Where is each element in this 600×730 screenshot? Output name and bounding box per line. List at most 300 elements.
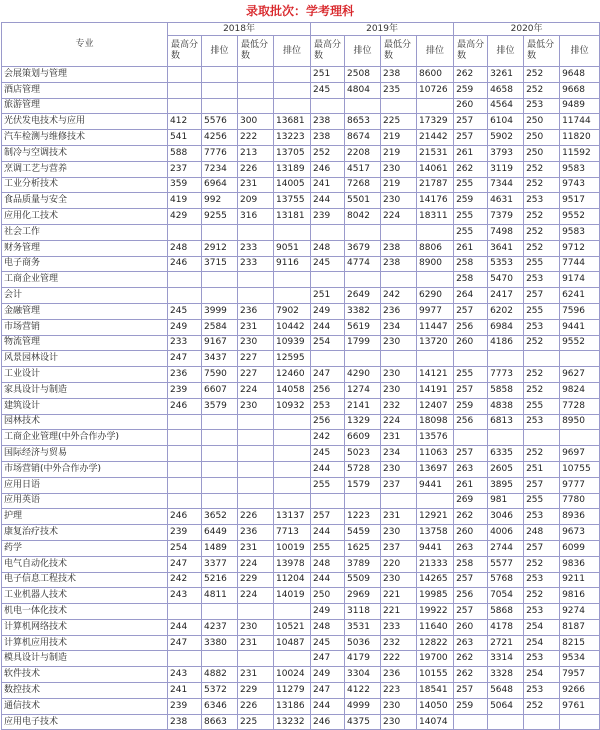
score-cell: 245 <box>311 635 345 651</box>
table-row <box>2 288 600 304</box>
score-cell: 9534 <box>560 651 600 667</box>
score-cell: 237 <box>168 161 202 177</box>
score-cell: 6104 <box>488 114 524 130</box>
score-cell: 225 <box>238 714 274 730</box>
score-cell: 6202 <box>488 303 524 319</box>
score-cell <box>274 224 311 240</box>
score-cell: 250 <box>524 114 560 130</box>
score-cell <box>238 98 274 114</box>
year-header-2019: 2019年 <box>311 23 454 36</box>
score-cell: 247 <box>311 683 345 699</box>
score-cell: 249 <box>311 667 345 683</box>
score-cell: 224 <box>238 588 274 604</box>
score-cell: 226 <box>238 161 274 177</box>
score-cell: 256 <box>311 414 345 430</box>
score-cell <box>560 714 600 730</box>
score-cell: 253 <box>524 572 560 588</box>
score-cell: 9552 <box>560 335 600 351</box>
score-cell: 256 <box>311 382 345 398</box>
score-cell: 8950 <box>560 414 600 430</box>
score-cell: 3715 <box>202 256 238 272</box>
score-cell: 9441 <box>417 540 454 556</box>
score-cell: 252 <box>524 177 560 193</box>
score-cell <box>488 430 524 446</box>
col-rank: 排位 <box>274 36 311 67</box>
score-cell: 8653 <box>345 114 381 130</box>
score-cell: 5509 <box>345 572 381 588</box>
score-cell <box>454 430 488 446</box>
score-cell: 238 <box>381 67 417 83</box>
score-cell: 419 <box>168 193 202 209</box>
score-cell <box>202 430 238 446</box>
score-cell: 230 <box>238 335 274 351</box>
score-cell: 255 <box>311 540 345 556</box>
major-name-cell: 建筑设计 <box>2 398 168 414</box>
score-cell: 247 <box>311 367 345 383</box>
score-cell: 6449 <box>202 525 238 541</box>
score-cell: 253 <box>311 398 345 414</box>
score-cell <box>202 604 238 620</box>
table-row <box>2 335 600 351</box>
score-cell: 239 <box>168 698 202 714</box>
score-cell: 255 <box>454 367 488 383</box>
score-cell: 9712 <box>560 240 600 256</box>
score-cell: 9977 <box>417 303 454 319</box>
score-cell: 8663 <box>202 714 238 730</box>
score-cell: 14191 <box>417 382 454 398</box>
score-cell: 7728 <box>560 398 600 414</box>
score-cell: 1799 <box>345 335 381 351</box>
score-cell: 7379 <box>488 209 524 225</box>
score-cell: 257 <box>454 130 488 146</box>
score-cell: 258 <box>454 556 488 572</box>
score-cell: 11063 <box>417 446 454 462</box>
score-cell: 9116 <box>274 256 311 272</box>
score-cell: 19922 <box>417 604 454 620</box>
score-cell: 264 <box>454 288 488 304</box>
score-cell: 254 <box>524 667 560 683</box>
col-max-score: 最高分数 <box>168 36 202 67</box>
score-cell: 8187 <box>560 619 600 635</box>
score-cell: 257 <box>454 303 488 319</box>
major-name-cell: 应用日语 <box>2 477 168 493</box>
table-row <box>2 351 600 367</box>
score-cell: 252 <box>524 367 560 383</box>
table-row <box>2 540 600 556</box>
score-cell: 260 <box>454 619 488 635</box>
score-cell: 254 <box>311 335 345 351</box>
score-cell: 3261 <box>488 67 524 83</box>
score-cell: 235 <box>381 82 417 98</box>
table-body <box>2 67 600 730</box>
score-cell: 252 <box>524 446 560 462</box>
score-cell: 257 <box>524 540 560 556</box>
score-cell: 13181 <box>274 209 311 225</box>
score-cell: 238 <box>311 114 345 130</box>
score-cell: 230 <box>381 461 417 477</box>
score-cell: 255 <box>524 493 560 509</box>
score-cell: 258 <box>454 272 488 288</box>
score-cell: 7344 <box>488 177 524 193</box>
score-cell <box>168 288 202 304</box>
score-cell <box>274 461 311 477</box>
major-name-cell: 社会工作 <box>2 224 168 240</box>
score-cell: 14121 <box>417 367 454 383</box>
score-cell: 244 <box>311 525 345 541</box>
score-cell: 17329 <box>417 114 454 130</box>
score-cell: 262 <box>454 67 488 83</box>
score-cell: 4179 <box>345 651 381 667</box>
score-cell: 254 <box>524 635 560 651</box>
score-cell: 2141 <box>345 398 381 414</box>
score-cell: 3314 <box>488 651 524 667</box>
score-cell: 9274 <box>560 604 600 620</box>
score-cell: 8936 <box>560 509 600 525</box>
score-cell: 3382 <box>345 303 381 319</box>
score-cell <box>168 414 202 430</box>
score-cell: 263 <box>454 461 488 477</box>
score-cell: 4237 <box>202 619 238 635</box>
score-cell: 1489 <box>202 540 238 556</box>
score-cell: 246 <box>168 256 202 272</box>
score-cell: 5577 <box>488 556 524 572</box>
col-rank: 排位 <box>345 36 381 67</box>
score-cell: 2208 <box>345 145 381 161</box>
major-name-cell: 工业设计 <box>2 367 168 383</box>
major-name-cell: 酒店管理 <box>2 82 168 98</box>
major-name-cell: 食品质量与安全 <box>2 193 168 209</box>
score-cell: 14061 <box>417 161 454 177</box>
score-cell: 4631 <box>488 193 524 209</box>
score-cell: 11447 <box>417 319 454 335</box>
score-cell <box>488 714 524 730</box>
score-cell: 14050 <box>417 698 454 714</box>
score-cell: 245 <box>311 256 345 272</box>
score-cell: 4999 <box>345 698 381 714</box>
major-name-cell: 市场营销(中外合作办学) <box>2 461 168 477</box>
score-cell: 247 <box>168 556 202 572</box>
score-cell: 251 <box>524 461 560 477</box>
score-cell: 5858 <box>488 382 524 398</box>
score-cell: 248 <box>168 240 202 256</box>
score-cell: 4838 <box>488 398 524 414</box>
score-cell: 5576 <box>202 114 238 130</box>
major-name-cell: 机电一体化技术 <box>2 604 168 620</box>
score-cell: 219 <box>381 130 417 146</box>
score-cell: 5372 <box>202 683 238 699</box>
score-cell <box>202 446 238 462</box>
score-cell: 257 <box>311 509 345 525</box>
score-cell: 248 <box>311 619 345 635</box>
score-cell: 1274 <box>345 382 381 398</box>
score-cell: 257 <box>454 382 488 398</box>
score-cell: 248 <box>311 240 345 256</box>
score-cell: 224 <box>238 382 274 398</box>
table-row <box>2 367 600 383</box>
major-name-cell: 通信技术 <box>2 698 168 714</box>
score-cell: 257 <box>454 572 488 588</box>
score-cell: 224 <box>238 556 274 572</box>
score-cell <box>560 430 600 446</box>
score-cell: 11640 <box>417 619 454 635</box>
col-rank: 排位 <box>202 36 238 67</box>
score-cell: 7902 <box>274 303 311 319</box>
score-cell <box>238 414 274 430</box>
score-cell: 231 <box>238 319 274 335</box>
score-cell: 10932 <box>274 398 311 414</box>
score-cell: 224 <box>381 414 417 430</box>
score-cell: 239 <box>168 382 202 398</box>
score-cell: 222 <box>381 651 417 667</box>
year-header-2020: 2020年 <box>454 23 600 36</box>
major-name-cell: 家具设计与制造 <box>2 382 168 398</box>
score-cell <box>168 272 202 288</box>
score-cell: 252 <box>524 240 560 256</box>
score-cell <box>274 604 311 620</box>
score-cell <box>202 651 238 667</box>
score-cell <box>417 272 454 288</box>
score-cell: 262 <box>454 667 488 683</box>
score-cell <box>238 446 274 462</box>
score-cell: 248 <box>524 525 560 541</box>
score-cell: 2417 <box>488 288 524 304</box>
score-cell: 244 <box>311 461 345 477</box>
score-cell: 257 <box>524 477 560 493</box>
col-min-score: 最低分数 <box>381 36 417 67</box>
score-cell <box>311 98 345 114</box>
score-cell <box>274 446 311 462</box>
score-cell: 244 <box>311 193 345 209</box>
score-cell: 263 <box>454 540 488 556</box>
score-cell: 13705 <box>274 145 311 161</box>
score-cell: 9583 <box>560 224 600 240</box>
score-cell: 231 <box>238 177 274 193</box>
score-cell: 238 <box>311 130 345 146</box>
score-cell <box>238 461 274 477</box>
score-cell: 1625 <box>345 540 381 556</box>
score-cell: 253 <box>524 98 560 114</box>
table-row <box>2 303 600 319</box>
score-cell: 234 <box>381 319 417 335</box>
score-cell: 7776 <box>202 145 238 161</box>
score-cell: 5036 <box>345 635 381 651</box>
score-cell: 254 <box>524 619 560 635</box>
score-cell <box>381 351 417 367</box>
score-cell: 237 <box>381 540 417 556</box>
score-cell: 236 <box>238 303 274 319</box>
score-cell: 252 <box>524 209 560 225</box>
score-cell: 237 <box>381 477 417 493</box>
table-row <box>2 667 600 683</box>
score-cell: 3789 <box>345 556 381 572</box>
score-cell: 10521 <box>274 619 311 635</box>
score-cell: 9583 <box>560 161 600 177</box>
score-cell: 11744 <box>560 114 600 130</box>
score-cell: 4186 <box>488 335 524 351</box>
score-cell: 252 <box>524 588 560 604</box>
score-cell <box>168 224 202 240</box>
table-row <box>2 525 600 541</box>
score-cell: 9824 <box>560 382 600 398</box>
score-cell: 225 <box>381 114 417 130</box>
table-row <box>2 651 600 667</box>
score-cell <box>524 430 560 446</box>
table-row <box>2 414 600 430</box>
score-cell: 3652 <box>202 509 238 525</box>
score-cell: 245 <box>311 82 345 98</box>
score-cell <box>274 414 311 430</box>
table-row <box>2 635 600 651</box>
score-cell: 9489 <box>560 98 600 114</box>
score-cell: 2605 <box>488 461 524 477</box>
score-cell <box>274 477 311 493</box>
major-header: 专业 <box>2 23 168 67</box>
score-cell <box>345 98 381 114</box>
score-cell: 6346 <box>202 698 238 714</box>
score-cell: 259 <box>454 698 488 714</box>
score-cell <box>202 477 238 493</box>
score-cell: 258 <box>454 256 488 272</box>
score-cell: 236 <box>238 525 274 541</box>
score-cell: 8674 <box>345 130 381 146</box>
score-cell: 256 <box>454 588 488 604</box>
score-cell: 1579 <box>345 477 381 493</box>
major-name-cell: 制冷与空调技术 <box>2 145 168 161</box>
score-cell <box>168 82 202 98</box>
score-cell: 236 <box>381 303 417 319</box>
score-cell: 233 <box>168 335 202 351</box>
score-cell <box>238 224 274 240</box>
score-cell: 239 <box>168 525 202 541</box>
score-cell: 231 <box>381 509 417 525</box>
table-row <box>2 98 600 114</box>
table-row <box>2 161 600 177</box>
score-cell: 3793 <box>488 145 524 161</box>
score-cell: 11592 <box>560 145 600 161</box>
score-cell <box>274 651 311 667</box>
major-name-cell: 工商企业管理 <box>2 272 168 288</box>
score-cell: 5353 <box>488 256 524 272</box>
score-cell: 4658 <box>488 82 524 98</box>
score-cell: 230 <box>381 367 417 383</box>
score-cell: 255 <box>454 209 488 225</box>
score-cell: 6609 <box>345 430 381 446</box>
scores-table <box>1 22 600 730</box>
score-cell: 256 <box>454 319 488 335</box>
score-cell: 14019 <box>274 588 311 604</box>
table-row <box>2 556 600 572</box>
score-cell: 250 <box>524 130 560 146</box>
score-cell: 259 <box>454 398 488 414</box>
table-row <box>2 461 600 477</box>
score-cell: 269 <box>454 493 488 509</box>
score-cell: 9777 <box>560 477 600 493</box>
table-row <box>2 572 600 588</box>
score-cell: 246 <box>168 509 202 525</box>
score-cell: 11279 <box>274 683 311 699</box>
score-cell: 6099 <box>560 540 600 556</box>
major-name-cell: 风景园林设计 <box>2 351 168 367</box>
score-cell <box>168 493 202 509</box>
score-cell: 9266 <box>560 683 600 699</box>
table-row <box>2 683 600 699</box>
score-cell: 238 <box>381 256 417 272</box>
table-row <box>2 67 600 83</box>
score-cell: 254 <box>168 540 202 556</box>
major-name-cell: 国际经济与贸易 <box>2 446 168 462</box>
score-cell <box>238 67 274 83</box>
score-cell: 238 <box>168 714 202 730</box>
score-cell <box>202 461 238 477</box>
score-cell <box>274 493 311 509</box>
score-cell: 223 <box>381 683 417 699</box>
score-cell: 256 <box>454 414 488 430</box>
score-cell <box>274 67 311 83</box>
score-cell <box>417 351 454 367</box>
score-cell: 5216 <box>202 572 238 588</box>
major-name-cell: 会计 <box>2 288 168 304</box>
score-cell: 6964 <box>202 177 238 193</box>
score-cell: 13758 <box>417 525 454 541</box>
score-cell: 260 <box>454 98 488 114</box>
score-cell: 230 <box>381 335 417 351</box>
score-cell: 7596 <box>560 303 600 319</box>
score-cell: 21442 <box>417 130 454 146</box>
major-name-cell: 药学 <box>2 540 168 556</box>
score-cell: 252 <box>524 161 560 177</box>
score-cell: 7054 <box>488 588 524 604</box>
table-row <box>2 145 600 161</box>
page-title: 录取批次：学考理科 <box>245 4 354 18</box>
score-cell: 244 <box>311 572 345 588</box>
score-cell: 9211 <box>560 572 600 588</box>
score-cell: 5064 <box>488 698 524 714</box>
score-cell: 3377 <box>202 556 238 572</box>
score-cell <box>417 493 454 509</box>
score-cell <box>168 430 202 446</box>
score-cell: 257 <box>454 604 488 620</box>
table-row <box>2 714 600 730</box>
score-cell <box>311 224 345 240</box>
score-cell <box>274 430 311 446</box>
score-cell: 7780 <box>560 493 600 509</box>
score-cell: 252 <box>524 67 560 83</box>
score-cell: 227 <box>238 351 274 367</box>
major-name-cell: 工业分析技术 <box>2 177 168 193</box>
major-name-cell: 软件技术 <box>2 667 168 683</box>
score-cell: 244 <box>311 319 345 335</box>
table-row <box>2 604 600 620</box>
score-cell: 19985 <box>417 588 454 604</box>
score-cell: 9517 <box>560 193 600 209</box>
score-cell: 10155 <box>417 667 454 683</box>
score-cell <box>311 351 345 367</box>
score-cell <box>345 224 381 240</box>
table-row <box>2 477 600 493</box>
score-cell <box>202 414 238 430</box>
score-cell <box>238 272 274 288</box>
score-cell: 14005 <box>274 177 311 193</box>
score-cell: 9648 <box>560 67 600 83</box>
score-cell: 588 <box>168 145 202 161</box>
score-cell: 9836 <box>560 556 600 572</box>
score-cell: 213 <box>238 145 274 161</box>
score-cell <box>202 82 238 98</box>
score-cell <box>238 604 274 620</box>
score-cell: 9816 <box>560 588 600 604</box>
table-row <box>2 588 600 604</box>
table-row <box>2 256 600 272</box>
